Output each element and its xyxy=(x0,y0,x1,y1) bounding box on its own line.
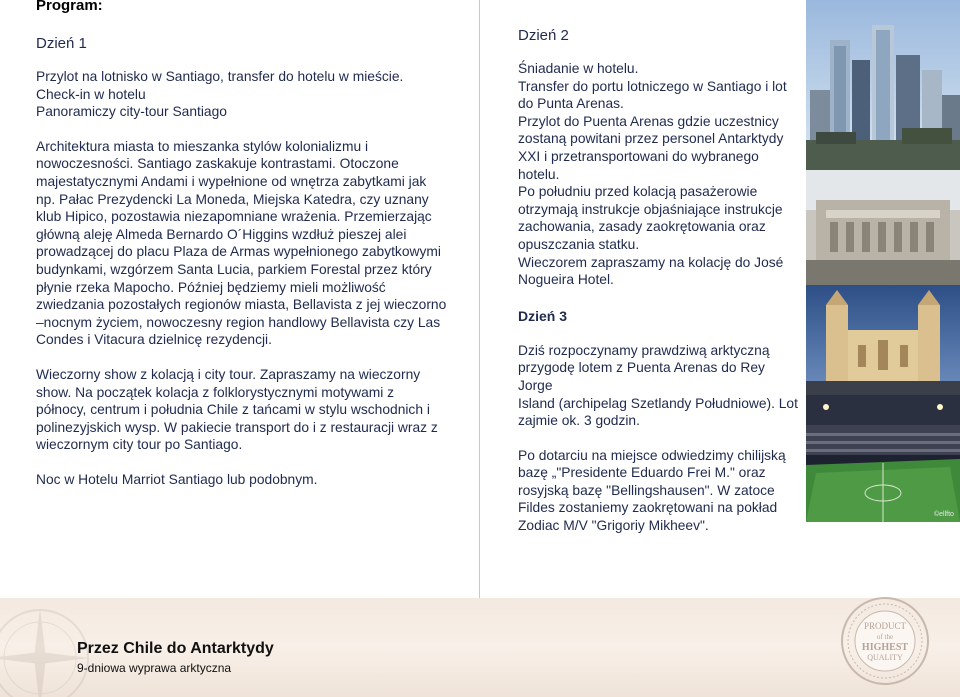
seal-text: of the xyxy=(876,633,894,641)
day1-night: Noc w Hotelu Marriot Santiago lub podobnym. xyxy=(36,471,318,487)
day3-description xyxy=(518,447,800,535)
text-line: płynie rzeka Mapocho. Później będziemy mieli możliwość xyxy=(36,279,386,295)
text-line: północy, centrum i południa Chile z tańcami w stylu wschodnich i xyxy=(36,402,430,418)
day1-heading: Dzień 1 xyxy=(36,35,87,52)
text-line: Condes i Vitacura dzielnicę rezydencji. xyxy=(36,332,272,348)
text-line: Dziś rozpoczynamy prawdziwą arktyczną xyxy=(518,342,770,358)
text-line: majestatycznymi Andami i wypełnione od wnętrza zabytkami jak xyxy=(36,173,427,189)
text-line: prowadzącej do placu Plaza de Armas wypełnionego zabytkowymi xyxy=(36,244,441,260)
text-line: Check-in w hotelu xyxy=(36,86,146,102)
text-line: główną aleję Almeda Bernardo O´Higgins wzdłuż pieszej alei xyxy=(36,226,407,242)
seal-text: QUALITY xyxy=(867,653,903,662)
text-line: budynkami, wzgórzem Santa Lucia, parkiem Forestal przez który xyxy=(36,261,432,277)
day3-intro xyxy=(518,342,800,430)
text-line: Panoramiczy city-tour Santiago xyxy=(36,104,227,120)
text-line: Wieczorny show z kolacją i city tour. Zapraszamy na wieczorny xyxy=(36,366,421,382)
text-line: opuszczania statku. xyxy=(518,236,640,252)
day1-intro xyxy=(36,68,476,121)
text-line: klub Hipico, pozostawia niezapomniane wrażenia. Przemierzając xyxy=(36,209,432,225)
seal-text: PRODUCT xyxy=(863,621,907,631)
text-line: zostaną powitani przez personel Antarktydy xyxy=(518,131,784,147)
text-line: Wieczorem zapraszamy na kolację do José xyxy=(518,254,784,270)
text-line: Przylot do Puenta Arenas gdzie uczestnicy xyxy=(518,113,779,129)
text-line: zwiedzania pozostałych regionów miasta, Bellavista z jej wieczorno xyxy=(36,297,447,313)
text-line: Śniadanie w hotelu. xyxy=(518,61,639,76)
footer-title: Przez Chile do Antarktydy xyxy=(77,640,274,657)
text-line: Nogueira Hotel. xyxy=(518,272,614,288)
text-line: przygodę lotem z Puenta Arenas do Rey Jorge xyxy=(518,360,765,393)
left-column xyxy=(36,32,476,488)
text-line: rosyjską bazę "Bellingshausen". W zatoce xyxy=(518,482,775,498)
text-line: Po dotarciu na miejsce odwiedzimy chilijską xyxy=(518,447,786,463)
program-title: Program: xyxy=(36,0,103,14)
footer-subtitle: 9-dniowa wyprawa arktyczna xyxy=(77,661,232,675)
text-line: Transfer do portu lotniczego w Santiago i lot xyxy=(518,78,787,94)
photo-credit: ©ellfto xyxy=(934,511,954,518)
santiago-skyline-photo xyxy=(806,0,960,170)
text-line: nowoczesności. Santiago zaskakuje kontrastami. Otoczone xyxy=(36,156,399,172)
text-line: Island (archipelag Szetlandy Południowe). Lot xyxy=(518,395,798,411)
right-column xyxy=(518,24,800,535)
stadium-photo xyxy=(806,395,960,522)
seal-text: HIGHEST xyxy=(861,642,909,653)
day2-description xyxy=(518,60,800,289)
la-moneda-palace-photo xyxy=(806,170,960,285)
quality-seal-icon xyxy=(840,596,930,686)
column-divider xyxy=(479,0,480,598)
text-line: zajmie ok. 3 godzin. xyxy=(518,413,640,429)
text-line: Zodiac M/V "Grigoriy Mikheev". xyxy=(518,518,709,534)
text-line: Architektura miasta to mieszanka stylów kolonializmu i xyxy=(36,138,369,154)
text-line: XXI i przetransportowani do wybranego xyxy=(518,148,759,164)
text-line: zachowania, zasady zaokrętowania oraz xyxy=(518,219,766,235)
text-line: np. Pałac Prezydencki La Moneda, Miejska Katedra, czy uznany xyxy=(36,191,429,207)
cathedral-photo xyxy=(806,285,960,395)
text-line: Przylot na lotnisko w Santiago, transfer do hotelu w mieście. xyxy=(36,69,404,84)
day1-description xyxy=(36,138,476,349)
text-line: hotelu. xyxy=(518,166,560,182)
text-line: wieczornym city tour po Santiago. xyxy=(36,437,243,453)
text-line: Fildes zostaniemy zaokrętowani na pokład xyxy=(518,500,778,516)
day3-heading: Dzień 3 xyxy=(518,307,568,324)
text-line: do Punta Arenas. xyxy=(518,96,624,112)
day1-evening xyxy=(36,366,476,454)
text-line: otrzymają instrukcje objaśniające instrukcje xyxy=(518,201,783,217)
text-line: polinezyjskich wysp. W pakiecie transport do i z restauracji wraz z xyxy=(36,419,438,435)
day2-heading: Dzień 2 xyxy=(518,27,569,44)
text-line: show. Na początek kolacja z folklorystycznymi motywami z xyxy=(36,384,395,400)
text-line: –nocnym życiem, nowoczesny region handlowy Bellavista czy Las xyxy=(36,314,441,330)
text-line: Po południu przed kolacją pasażerowie xyxy=(518,184,758,200)
photo-strip xyxy=(806,0,960,522)
text-line: bazę „"Presidente Eduardo Frei M." oraz xyxy=(518,465,766,481)
